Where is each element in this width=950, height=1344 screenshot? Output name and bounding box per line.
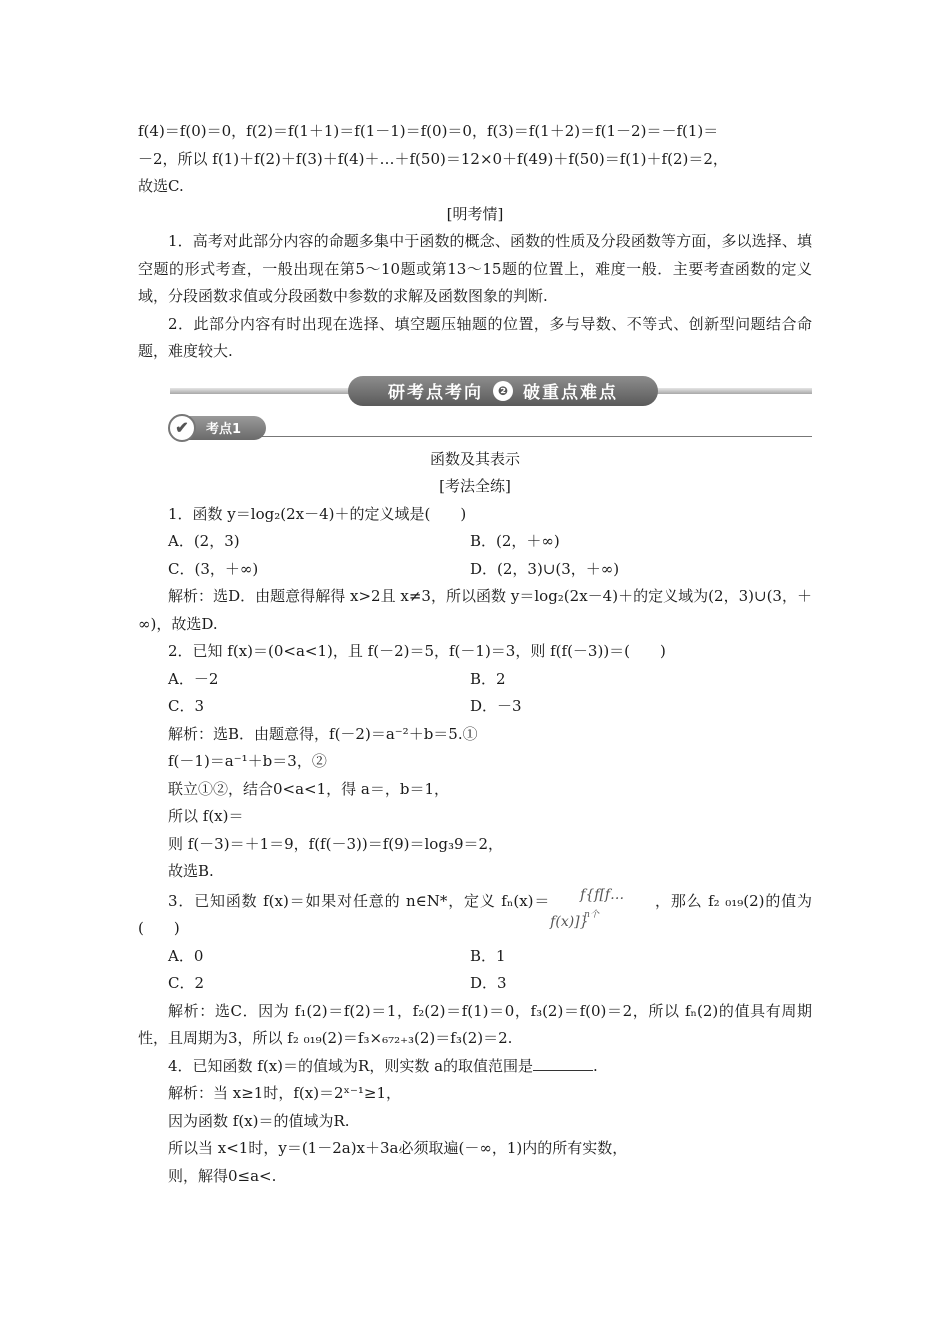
nested-function-text: f{f[f…f(x)]}	[550, 886, 625, 930]
intro-line-3: 故选C.	[138, 177, 184, 195]
banner-right-text: 破重点难点	[523, 383, 618, 403]
underbrace-label: n个	[584, 909, 599, 920]
q2-solution-2: f(－1)＝a⁻¹＋b＝3，②	[168, 752, 327, 770]
q4-stem-part-1: 4．已知函数 f(x)＝的值域为R，则实数 a的取值范围是	[168, 1056, 534, 1075]
q1-option-c: C．(3，＋∞)	[168, 559, 259, 578]
q2-stem: 2．已知 f(x)＝(0<a<1)，且 f(－2)＝5，f(－1)＝3，则 f(f(－3))＝( )	[168, 642, 666, 660]
q1-option-b: B．(2，＋∞)	[470, 532, 560, 550]
q2-option-c: C．3	[168, 697, 205, 715]
q1-options-row-1	[138, 528, 812, 556]
q4-solution-2: 因为函数 f(x)＝的值域为R.	[168, 1111, 350, 1130]
q2-solution-5: 则 f(－3)＝＋1＝9，f(f(－3))＝f(9)＝log₃9＝2，	[168, 834, 504, 853]
q2-option-d: D．－3	[470, 697, 522, 715]
mkq-paragraph-2: 2．此部分内容有时出现在选择、填空题压轴题的位置，多与导数、不等式、创新型问题结合命题，难度较大.	[138, 314, 812, 360]
banner-left-text: 研考点考向	[388, 383, 483, 403]
mkq-paragraph-1: 1．高考对此部分内容的命题多集中于函数的概念、函数的性质及分段函数等方面，多以选择、填空题的形式考查，一般出现在第5～10题或第13～15题的位置上，难度一般．主要考查函数的定义域，分段函数求值或分段函数中参数的求解及函数图象的判断.	[138, 232, 812, 305]
q1-options-row-2	[138, 556, 812, 584]
q3-stem-part-1: 3．已知函数 f(x)＝如果对任意的 n∈N*，定义 fₙ(x)＝	[168, 891, 551, 910]
page-content	[138, 118, 812, 1190]
q4-stem	[138, 1053, 812, 1081]
q2-option-a: A．－2	[168, 669, 219, 688]
q2-solution-1: 解析：选B．由题意得，f(－2)＝a⁻²＋b＝5.①	[168, 724, 478, 743]
q3-option-d: D．3	[470, 974, 507, 992]
q2-options-row-1	[138, 666, 812, 694]
section-banner	[138, 374, 812, 410]
section-subtitle: [考法全练]	[439, 477, 511, 495]
q3-option-b: B．1	[470, 946, 506, 965]
q1-solution: 解析：选D．由题意得解得 x>2且 x≠3，所以函数 y＝log₂(2x－4)＋的定义域为(2，3)∪(3，＋∞)，故选D.	[138, 587, 812, 633]
q1-option-d: D．(2，3)∪(3，＋∞)	[470, 559, 620, 578]
q4-solution-4: 则，解得0≤a<.	[168, 1166, 277, 1185]
mkq-title: [明考情]	[446, 204, 504, 223]
q2-options-row-2	[138, 693, 812, 721]
q3-options-row-2	[138, 970, 812, 998]
kaodian-rule	[234, 436, 812, 437]
q1-stem: 1．函数 y＝log₂(2x－4)＋的定义域是( )	[168, 504, 467, 523]
q1-option-a: A．(2，3)	[168, 532, 240, 550]
check-icon: ✔	[168, 414, 196, 442]
nested-function-formula	[550, 886, 654, 930]
section-title: 函数及其表示	[429, 449, 520, 468]
intro-line-2: －2，所以 f(1)＋f(2)＋f(3)＋f(4)＋…＋f(50)＝12×0＋f(49)＋f(50)＝f(1)＋f(2)＝2，	[138, 149, 728, 168]
q3-stem	[138, 886, 812, 943]
q4-stem-part-2: .	[593, 1056, 598, 1075]
q3-solution: 解析：选C．因为 f₁(2)＝f(2)＝1，f₂(2)＝f(1)＝0，f₃(2)＝f(0)＝2，所以 fₙ(2)的值具有周期性，且周期为3，所以 f₂ ₀₁₉(2)＝f₃×₆₇₂₊₃(2)＝f₃(2)＝2.	[138, 1001, 812, 1047]
q3-stem-part-2: ，那么 f₂ ₀₁₉(2)的值为( )	[138, 891, 812, 937]
q2-solution-6: 故选B.	[168, 862, 214, 880]
q2-option-b: B．2	[470, 669, 506, 688]
kaodian-tag: 考点1	[170, 416, 266, 440]
q4-solution-3: 所以当 x<1时，y＝(1－2a)x＋3a必须取遍(－∞，1)内的所有实数，	[168, 1139, 628, 1157]
q2-solution-4: 所以 f(x)＝	[168, 807, 244, 825]
banner-pill	[348, 376, 658, 406]
q4-solution-1: 解析：当 x≥1时，f(x)＝2ˣ⁻¹≥1，	[168, 1084, 401, 1102]
answer-blank[interactable]	[533, 1056, 593, 1071]
number-2-icon: ❷	[493, 381, 513, 401]
q3-options-row-1	[138, 943, 812, 971]
intro-line-1: f(4)＝f(0)＝0，f(2)＝f(1＋1)＝f(1－1)＝f(0)＝0，f(3)＝f(1＋2)＝f(1－2)＝－f(1)＝	[138, 122, 719, 140]
q2-solution-3: 联立①②，结合0<a<1，得 a＝，b＝1，	[168, 779, 450, 798]
q3-option-a: A．0	[168, 946, 204, 965]
q3-option-c: C．2	[168, 974, 205, 992]
kaodian-header	[138, 414, 812, 444]
